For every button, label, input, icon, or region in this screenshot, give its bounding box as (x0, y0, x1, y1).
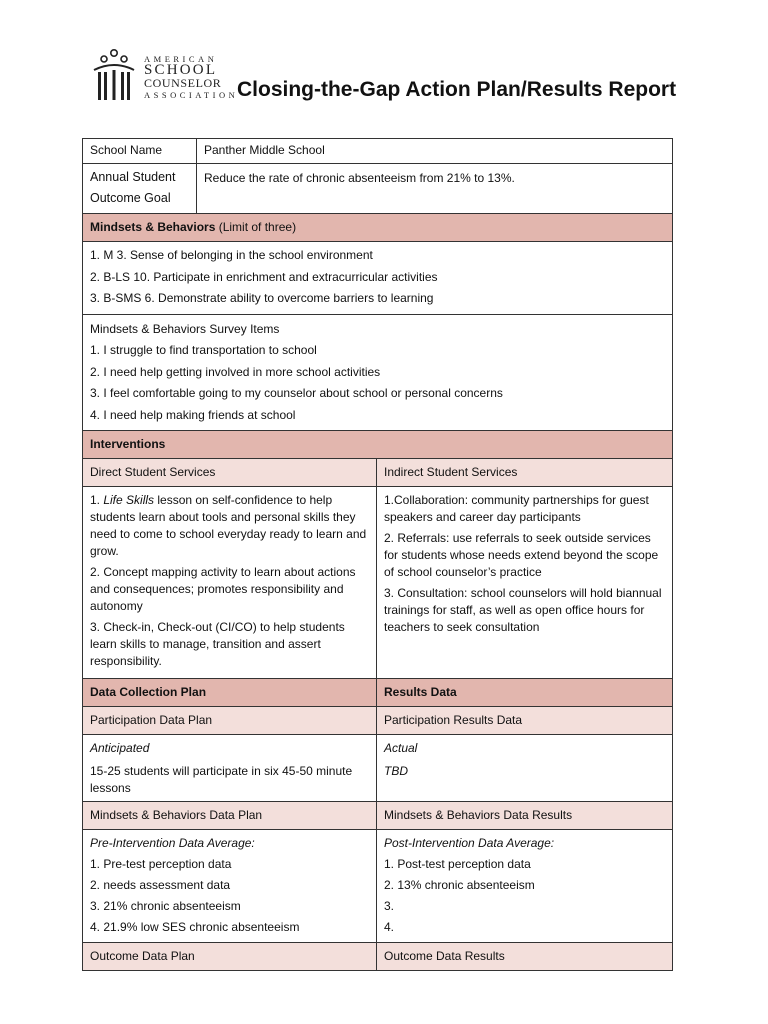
anticipated-text: 15-25 students will participate in six 45-50 minute lessons (90, 764, 353, 795)
post-intervention-item: 4. (384, 920, 395, 934)
mindset-item: 3. B-SMS 6. Demonstrate ability to overcome barriers to learning (90, 291, 434, 305)
mindset-item: 2. B-LS 10. Participate in enrichment and extracurricular activities (90, 269, 438, 284)
participation-results-heading: Participation Results Data (377, 707, 673, 735)
mb-data-results-heading: Mindsets & Behaviors Data Results (377, 802, 673, 830)
pre-intervention-item: 3. 21% chronic absenteeism (90, 899, 241, 913)
anticipated-label: Anticipated (90, 741, 150, 755)
school-name-row (83, 139, 673, 164)
post-intervention-item: 1. Post-test perception data (384, 857, 531, 871)
logo-line-school: SCHOOL (144, 62, 218, 78)
indirect-services-list (377, 487, 673, 679)
results-data-heading-text: Results Data (384, 685, 457, 699)
services-body-row (83, 487, 673, 679)
data-collection-heading-text: Data Collection Plan (90, 685, 207, 699)
survey-heading: Mindsets & Behaviors Survey Items (90, 321, 280, 336)
mindsets-list-row (83, 242, 673, 315)
post-intervention-item: 3. (384, 899, 395, 913)
mb-data-plan-heading: Mindsets & Behaviors Data Plan (83, 802, 377, 830)
direct-service-emphasis: Life Skills (103, 493, 155, 507)
direct-services-heading: Direct Student Services (83, 459, 377, 487)
mindsets-list (83, 242, 673, 315)
pre-intervention-label: Pre-Intervention Data Average: (90, 836, 255, 850)
outcome-data-plan-heading: Outcome Data Plan (83, 943, 377, 971)
page-title: Closing-the-Gap Action Plan/Results Report (237, 78, 677, 101)
direct-service-item: 2. Concept mapping activity to learn about actions and consequences; promotes responsibility and autonomy (90, 565, 356, 613)
indirect-services-heading: Indirect Student Services (377, 459, 673, 487)
direct-service-item: 3. Check-in, Check-out (CI/CO) to help students learn skills to manage, transition and assert responsibility. (90, 620, 345, 668)
survey-item: 1. I struggle to find transportation to school (90, 343, 317, 357)
pre-intervention-item: 2. needs assessment data (90, 878, 231, 892)
mb-data-header-row (83, 802, 673, 830)
logo-line-counselor: COUNSELOR (144, 76, 222, 90)
participation-header-row (83, 707, 673, 735)
outcome-goal-label: Annual Student Outcome Goal (83, 164, 197, 214)
participation-plan-heading: Participation Data Plan (83, 707, 377, 735)
participation-results-body (377, 735, 673, 802)
mindsets-header (83, 214, 673, 242)
mindsets-header-row (83, 214, 673, 242)
data-collection-heading (83, 679, 377, 707)
results-data-heading (377, 679, 673, 707)
action-plan-table (82, 138, 673, 971)
direct-service-item (90, 492, 369, 560)
survey-item: 2. I need help getting involved in more school activities (90, 364, 381, 379)
asca-logo-icon (92, 48, 136, 102)
pre-intervention-data (83, 830, 377, 943)
interventions-heading (83, 431, 673, 459)
pre-intervention-item: 4. 21.9% low SES chronic absenteeism (90, 920, 300, 934)
direct-service-number: 1. (90, 493, 104, 507)
post-intervention-item: 2. 13% chronic absenteeism (384, 878, 535, 892)
asca-logo-text (144, 54, 238, 100)
actual-text: TBD (384, 764, 408, 778)
interventions-header-row (83, 431, 673, 459)
pre-intervention-item: 1. Pre-test perception data (90, 857, 232, 871)
school-name-value: Panther Middle School (197, 139, 673, 164)
mindsets-heading-note: (Limit of three) (218, 220, 297, 234)
school-name-label: School Name (83, 139, 197, 164)
mindsets-heading: Mindsets & Behaviors (90, 220, 216, 234)
outcome-data-header-row (83, 943, 673, 971)
outcome-data-results-heading: Outcome Data Results (377, 943, 673, 971)
survey-item: 4. I need help making friends at school (90, 407, 296, 422)
participation-body-row (83, 735, 673, 802)
logo-line-american: AMERICAN (144, 54, 218, 64)
survey-row (83, 314, 673, 431)
indirect-service-item: 1.Collaboration: community partnerships for guest speakers and career day participants (384, 493, 649, 524)
survey-item: 3. I feel comfortable going to my counselor about school or personal concerns (90, 386, 503, 400)
actual-label: Actual (384, 741, 418, 755)
post-intervention-data (377, 830, 673, 943)
mindset-item: 1. M 3. Sense of belonging in the school environment (90, 248, 373, 262)
participation-plan-body (83, 735, 377, 802)
services-header-row (83, 459, 673, 487)
mb-data-body-row (83, 830, 673, 943)
outcome-goal-value: Reduce the rate of chronic absenteeism from 21% to 13%. (197, 164, 673, 214)
indirect-service-item: 3. Consultation: school counselors will hold biannual trainings for staff, as well as open office hours for teachers to seek consultation (384, 586, 662, 634)
interventions-heading-text: Interventions (90, 437, 166, 451)
page-header (92, 44, 692, 110)
post-intervention-label: Post-Intervention Data Average: (384, 836, 555, 850)
indirect-service-item: 2. Referrals: use referrals to seek outside services for students whose needs extend beyond the scope of school counselor’s practice (384, 531, 659, 579)
direct-services-list (83, 487, 377, 679)
direct-service-text: lesson on self-confidence to help students learn about tools and personal skills they need to come to school everyday ready to learn and grow. (90, 493, 367, 558)
logo-line-association: ASSOCIATION (144, 90, 239, 100)
survey-items (83, 314, 673, 431)
data-collection-header-row (83, 679, 673, 707)
outcome-goal-row (83, 164, 673, 214)
